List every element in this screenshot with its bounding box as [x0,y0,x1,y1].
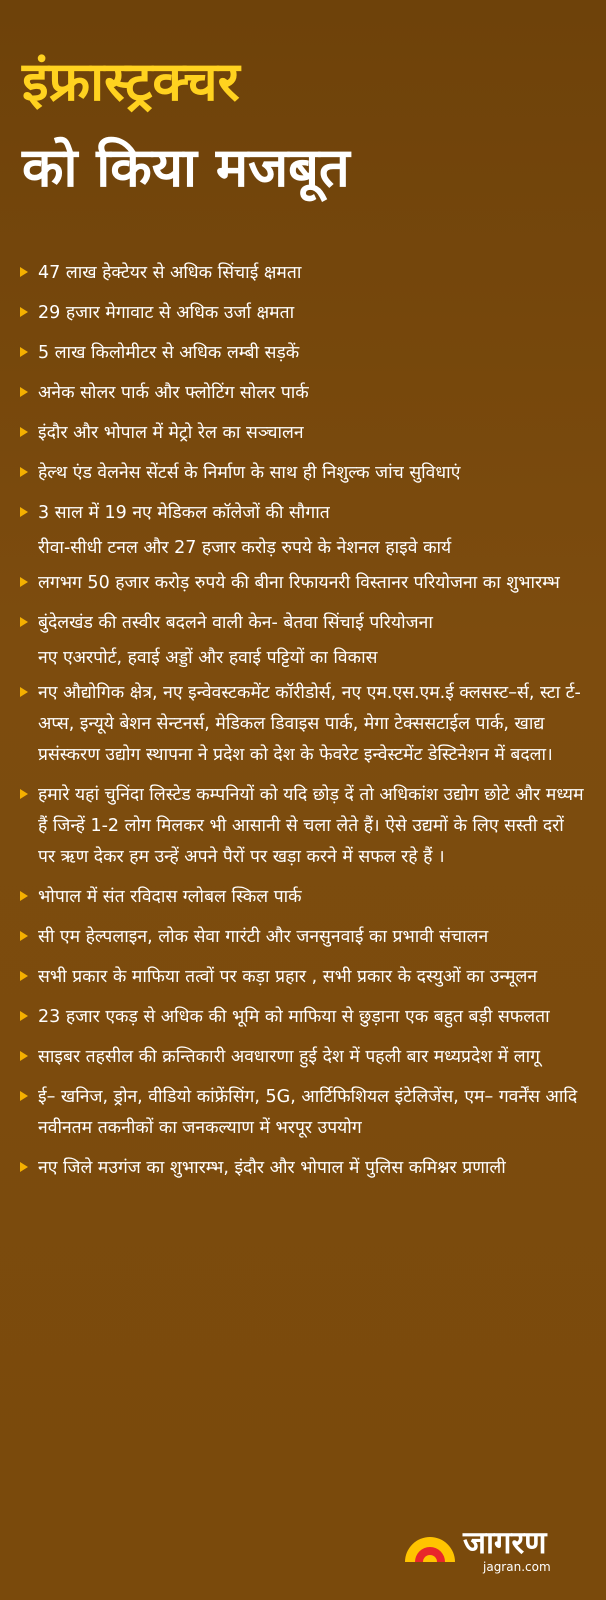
list-item-text: अनेक सोलर पार्क और फ्लोटिंग सोलर पार्क [38,383,309,403]
list-item-text: नए औद्योगिक क्षेत्र, नए इन्वेवस्टकमेंट कॉरीडोर्स, नए एम.एस.एम.ई क्लसस्ट–र्स, स्टा र्ट-अप्स, इन्यूये बेशन सेन्टनर्स, मेडिकल डिवाइस पार्क, मेगा टेक्ससटाईल पार्क, खाद्य प्रसंस्करण उद्योग स्थापना ने प्रदेश को देश के फेवरेट इन्वेस्टमेंट डेस्टिनेशन में बदला। [38,683,581,765]
list-item-text: रीवा-सीधी टनल और 27 हजार करोड़ रुपये के नेशनल हाइवे कार्य [38,538,452,558]
list-item-text: हेल्थ एंड वेलनेस सेंटर्स के निर्माण के साथ ही निशुल्क जांच सुविधाएं [38,463,461,483]
list-item-text: नए एअरपोर्ट, हवाई अड्डों और हवाई पट्टियों का विकास [38,648,378,668]
list-item [20,882,586,913]
title-line-2: को किया मजबूत [22,136,350,199]
bullet-arrow-icon [20,891,28,901]
list-item-text: सभी प्रकार के माफिया तत्वों पर कड़ा प्रहार , सभी प्रकार के दस्युओं का उन्मूलन [38,967,538,987]
bullet-arrow-icon [20,267,28,277]
jagran-sun-logo-icon [401,1532,459,1562]
list-item-text: हमारे यहां चुनिंदा लिस्टेड कम्पनियों को यदि छोड़ दें तो अधिकांश उद्योग छोटे और मध्यम हैं जिन्हें 1-2 लोग मिलकर भी आसानी से चला लेते हैं। ऐसे उद्यमों के लिए सस्ती दरों पर ऋण देकर हम उन्हें अपने पैरों पर खड़ा करने में सफल रहे हैं । [38,785,584,867]
list-item [20,608,586,639]
achievements-list [20,258,586,1193]
list-item [20,643,586,674]
list-item-text: सी एम हेल्पलाइन, लोक सेवा गारंटी और जनसुनवाई का प्रभावी संचालन [38,927,489,947]
list-item [20,1002,586,1033]
list-item [20,780,586,873]
list-item [20,922,586,953]
list-item [20,378,586,409]
list-item-text: नए जिले मउगंज का शुभारम्भ, इंदौर और भोपाल में पुलिस कमिश्नर प्रणाली [38,1158,506,1178]
bullet-arrow-icon [20,687,28,697]
list-item-text: बुंदेलखंड की तस्वीर बदलने वाली केन- बेतवा सिंचाई परियोजना [38,613,433,633]
jagran-logo [401,1526,576,1576]
list-item-text: 23 हजार एकड़ से अधिक की भूमि को माफिया से छुड़ाना एक बहुत बड़ी सफलता [38,1007,550,1027]
list-item-text: भोपाल में संत रविदास ग्लोबल स्किल पार्क [38,887,302,907]
bullet-arrow-icon [20,307,28,317]
bullet-arrow-icon [20,347,28,357]
list-item [20,418,586,449]
bullet-arrow-icon [20,617,28,627]
list-item [20,533,586,564]
logo-wordmark: जागरण [463,1525,547,1561]
logo-url: jagran.com [483,1560,551,1574]
list-item-text: इंदौर और भोपाल में मेट्रो रेल का सञ्चालन [38,423,304,443]
list-item-text: 3 साल में 19 नए मेडिकल कॉलेजों की सौगात [38,503,330,523]
list-item [20,1082,586,1144]
list-item [20,1153,586,1184]
list-item [20,258,586,289]
list-item [20,498,586,529]
list-item [20,568,586,599]
bullet-arrow-icon [20,577,28,587]
list-item [20,678,586,771]
bullet-arrow-icon [20,931,28,941]
bullet-arrow-icon [20,387,28,397]
bullet-arrow-icon [20,1011,28,1021]
header [22,50,582,200]
list-item [20,298,586,329]
list-item-text: 5 लाख किलोमीटर से अधिक लम्बी सड़कें [38,343,300,363]
list-item [20,1042,586,1073]
list-item [20,962,586,993]
bullet-arrow-icon [20,971,28,981]
list-item-text: लगभग 50 हजार करोड़ रुपये की बीना रिफायनरी विस्तानर परियोजना का शुभारम्भ [38,573,560,593]
list-item-text: 29 हजार मेगावाट से अधिक उर्जा क्षमता [38,303,295,323]
list-item [20,458,586,489]
bullet-arrow-icon [20,427,28,437]
title-line-1: इंफ्रास्ट्रक्चर [22,50,240,113]
bullet-arrow-icon [20,1162,28,1172]
bullet-arrow-icon [20,789,28,799]
bullet-arrow-icon [20,1051,28,1061]
bullet-arrow-icon [20,1091,28,1101]
list-item [20,338,586,369]
bullet-arrow-icon [20,467,28,477]
list-item-text: साइबर तहसील की क्रन्तिकारी अवधारणा हुई देश में पहली बार मध्यप्रदेश में लागू [38,1047,540,1067]
list-item-text: 47 लाख हेक्टेयर से अधिक सिंचाई क्षमता [38,263,302,283]
list-item-text: ई– खनिज, ड्रोन, वीडियो कांफ्रेंसिंग, 5G, आर्टिफिशियल इंटेलिजेंस, एम– गवर्नेंस आदि नवीनतम तकनीकों का जनकल्याण में भरपूर उपयोग [38,1087,578,1138]
bullet-arrow-icon [20,507,28,517]
